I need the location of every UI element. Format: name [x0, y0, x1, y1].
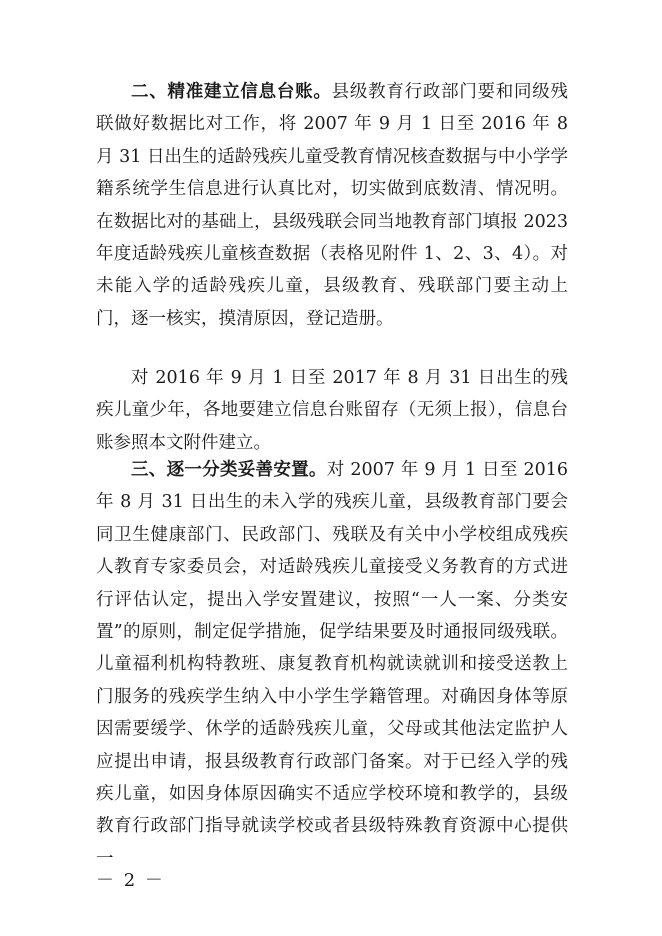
- page-number: － 2 －: [96, 870, 165, 891]
- info-ledger-block: [96, 362, 568, 459]
- section-3-body: 对 2007 年 9 月 1 日至 2016 年 8 月 31 日出生的未入学的残疾儿童，县级教育部门要会同卫生健康部门、民政部门、残联及有关中小学校组成残疾人教育专家委员会，对适龄残疾儿童接受义务教育的方式进行评估认定，提出入学安置建议，按照“一人一案、分类安置”的原则，制定促学措施，促学结果要及时通报同级残联。儿童福利机构特教班、康复教育机构就读就训和接受送教上门服务的残疾学生纳入中小学生学籍管理。对确因身体等原因需要缓学、休学的适龄残疾儿童，父母或其他法定监护人应提出申请，报县级教育行政部门备案。对于已经入学的残疾儿童，如因身体原因确实不适应学校环境和教学的，县级教育行政部门指导就读学校或者县级特殊教育资源中心提供一: [96, 460, 569, 869]
- section-2-heading: 二、精准建立信息台账。: [131, 82, 332, 102]
- section-2-paragraph: [96, 76, 568, 335]
- section-3-block: [96, 454, 568, 875]
- info-ledger-paragraph: 对 2016 年 9 月 1 日至 2017 年 8 月 31 日出生的残疾儿童少年，各地要建立信息台账留存（无须上报），信息台账参照本文附件建立。: [96, 368, 568, 453]
- section-2-body: 县级教育行政部门要和同级残联做好数据比对工作，将 2007 年 9 月 1 日至 2016 年 8 月 31 日出生的适龄残疾儿童受教育情况核查数据与中小学学籍系统学生信息进行认真比对，切实做到底数清、情况明。在数据比对的基础上，县级残联会同当地教育部门填报 2023 年度适龄残疾儿童核查数据（表格见附件 1、2、3、4）。对未能入学的适龄残疾儿童，县级教育、残联部门要主动上门，逐一核实，摸清原因，登记造册。: [96, 82, 569, 329]
- section-3-paragraph: [96, 454, 568, 875]
- section-3-heading: 三、逐一分类妥善安置。: [131, 460, 327, 480]
- section-2-block: [96, 76, 568, 335]
